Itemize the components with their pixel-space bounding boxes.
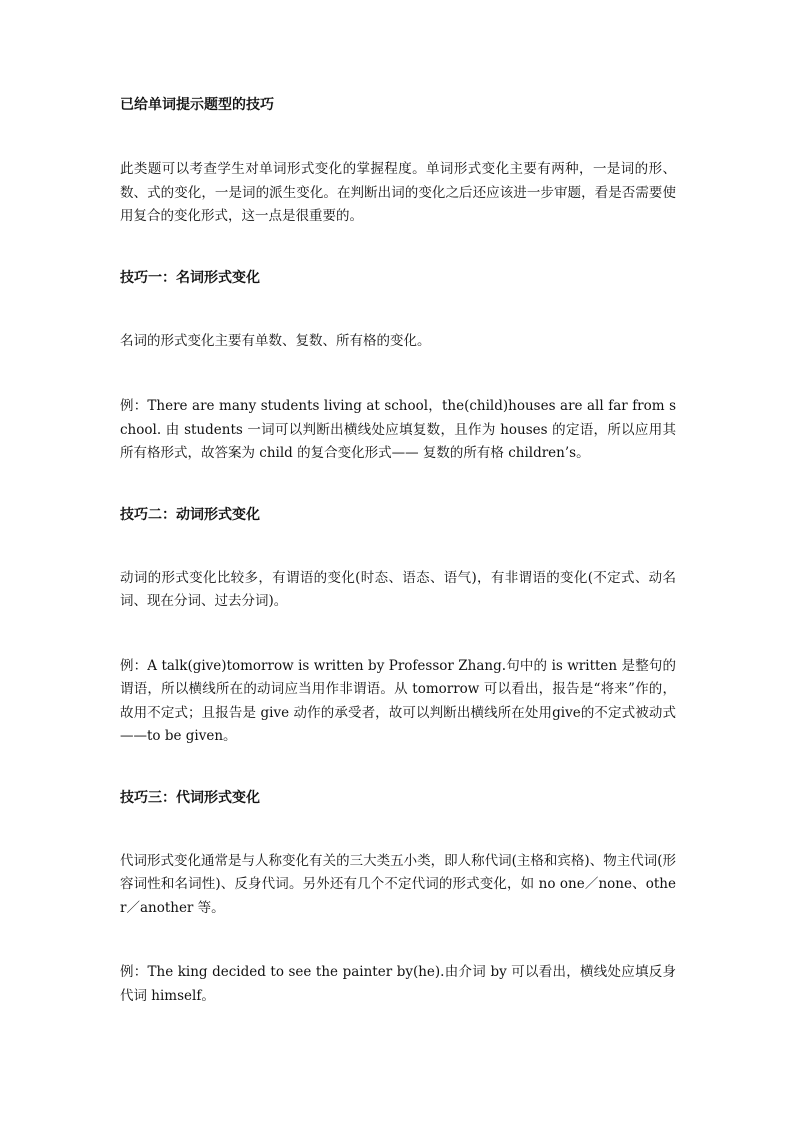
document-page — [120, 94, 676, 1008]
section-example-pronouns: 例：The king decided to see the painter by(he).由介词 by 可以看出，横线处应填反身代词 himself。 — [120, 964, 676, 1004]
section-heading-pronouns: 技巧三：代词形式变化 — [120, 789, 260, 806]
section-example-nouns: 例：There are many students living at school，the(child)houses are all far from school. 由 students 一词可以判断出横线处应填复数，且作为 houses 的定语，所以应用其所有格形式，故答案为 child 的复合变化形式—— 复数的所有格 children’s。 — [120, 398, 676, 461]
section-body-nouns: 名词的形式变化主要有单数、复数、所有格的变化。 — [120, 332, 431, 349]
document-title: 已给单词提示题型的技巧 — [120, 97, 274, 113]
section-heading-nouns: 技巧一：名词形式变化 — [120, 269, 260, 286]
section-example-verbs: 例：A talk(give)tomorrow is written by Professor Zhang.句中的 is written 是整句的谓语，所以横线所在的动词应当用作非谓语。从 tomorrow 可以看出，报告是“将来”作的，故用不定式；且报告是 give 动作的承受者，故可以判断出横线所在处用give的不定式被动式——to be given。 — [120, 657, 676, 744]
section-heading-verbs: 技巧二：动词形式变化 — [120, 506, 260, 523]
intro-paragraph: 此类题可以考查学生对单词形式变化的掌握程度。单词形式变化主要有两种，一是词的形、数、式的变化，一是词的派生变化。在判断出词的变化之后还应该进一步审题，看是否需要使用复合的变化形式，这一点是很重要的。 — [120, 161, 676, 224]
section-body-verbs: 动词的形式变化比较多，有谓语的变化(时态、语态、语气)，有非谓语的变化(不定式、动名词、现在分词、过去分词)。 — [120, 569, 676, 609]
section-body-pronouns: 代词形式变化通常是与人称变化有关的三大类五小类，即人称代词(主格和宾格)、物主代词(形容词性和名词性)、反身代词。另外还有几个不定代词的形式变化，如 no one／none、other／another 等。 — [120, 852, 676, 916]
